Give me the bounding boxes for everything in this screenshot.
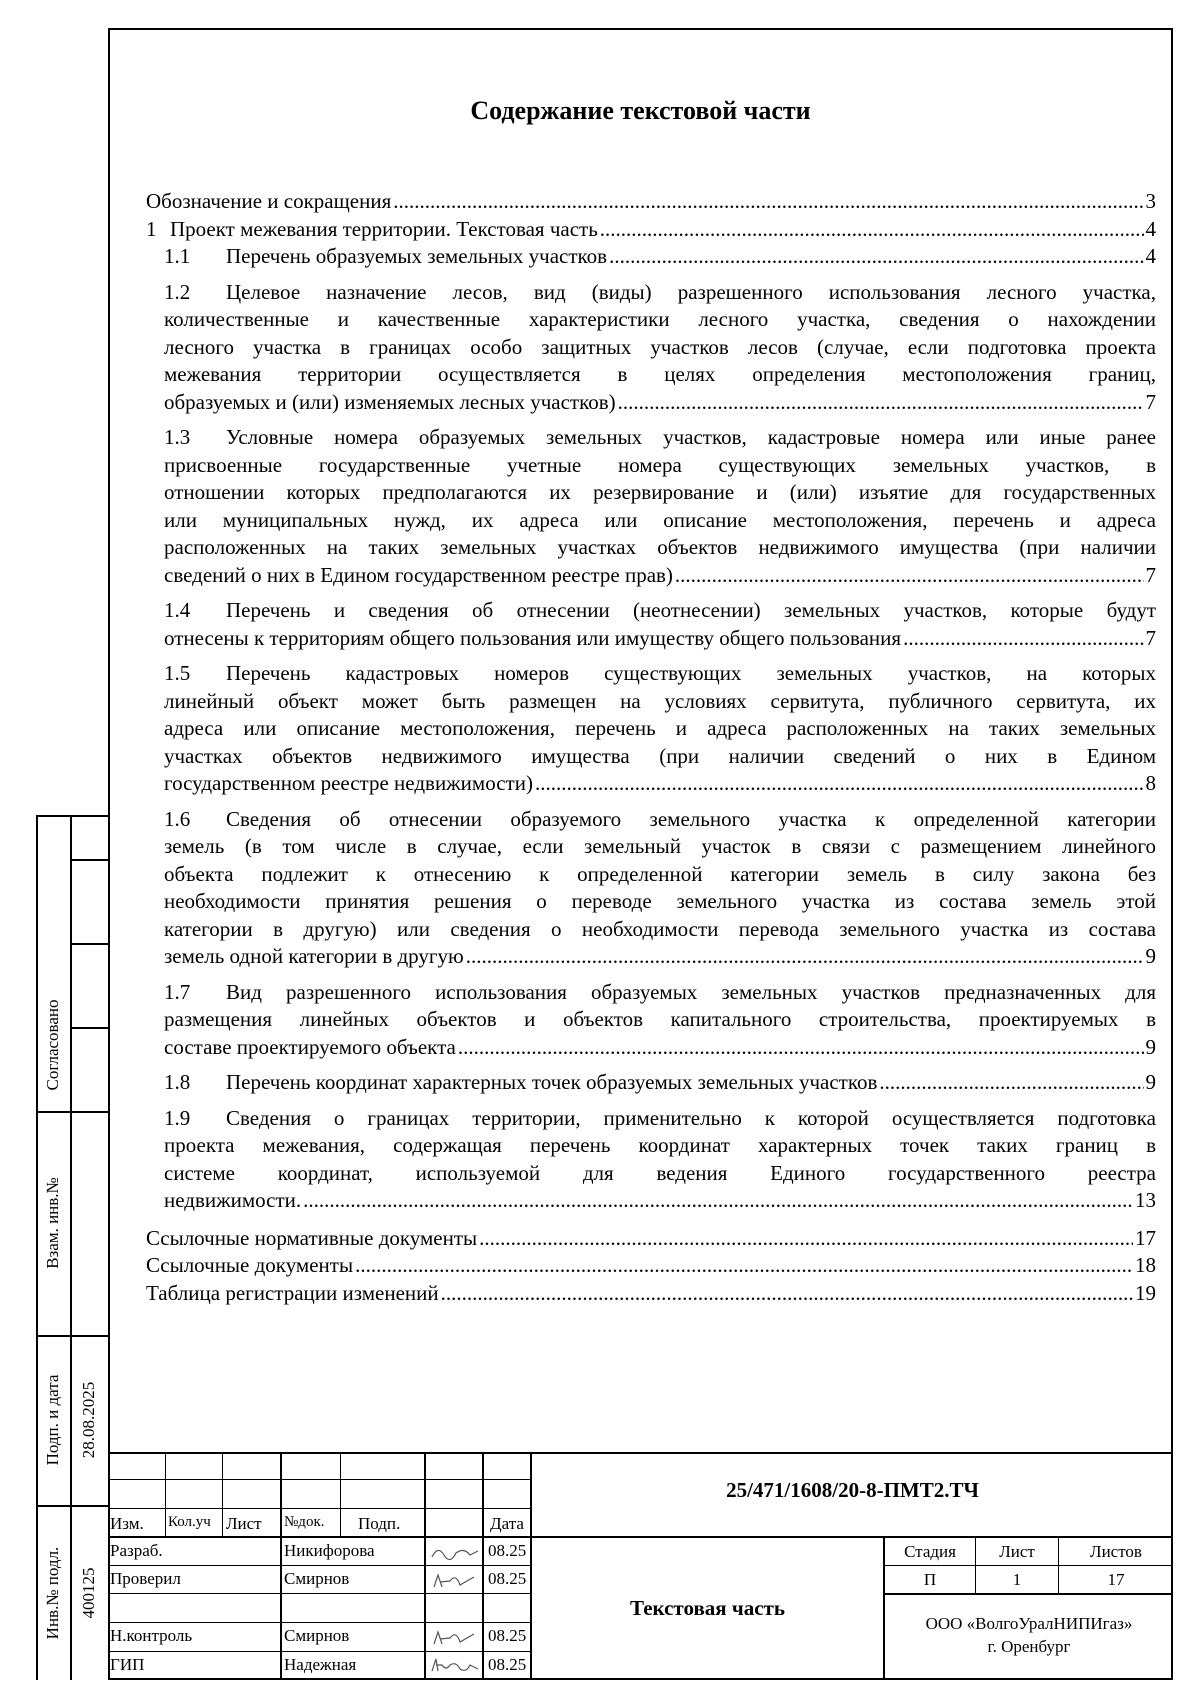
toc-number: 1.4 — [164, 598, 191, 622]
side-col-line — [36, 815, 38, 1680]
toc-title-line: 1.4 Перечень и сведения об отнесении (неотнесении) земельных участков, которые будут — [164, 597, 1156, 625]
toc-leader — [903, 625, 1143, 653]
side-stamp — [36, 815, 108, 1680]
toc-leader — [466, 943, 1144, 971]
toc-title-line: межевания территории осуществляется в целях определения местоположения границ, — [164, 362, 1156, 386]
signer-role: Разраб. — [110, 1541, 163, 1560]
toc-title: Перечень координат характерных точек образуемых земельных участков — [226, 1070, 878, 1094]
sign-date-label: Подп. и дата — [43, 1374, 62, 1466]
toc-leader — [303, 1187, 1133, 1215]
toc-entry[interactable] — [164, 1069, 1156, 1097]
toc-number: 1.6 — [164, 806, 191, 831]
toc-entry[interactable] — [164, 243, 1156, 271]
toc-title-line: адреса или описание местоположения, перечень и адреса расположенных на таких земельных — [164, 716, 1156, 740]
signer-date: 08.25 — [488, 1541, 527, 1560]
toc-entry[interactable] — [164, 979, 1156, 1062]
toc-title-line: необходимости принятия решения о переводе земельного участка из состава земель этой — [164, 889, 1156, 913]
sheets-value: 17 — [1107, 1570, 1125, 1589]
toc-entry[interactable] — [164, 806, 1156, 971]
toc-number: 1.8 — [164, 1070, 191, 1094]
toc-number: 1.9 — [164, 1105, 191, 1130]
toc-title-line: отношении которых предполагаются их резервирование и (или) изъятие для государственных — [164, 480, 1156, 504]
side-row-line — [70, 1027, 108, 1029]
signer-name: Смирнов — [284, 1569, 350, 1588]
toc-title: отнесены к территориям общего пользования или имуществу общего пользования — [164, 625, 902, 650]
toc-title-line: 1.7 Вид разрешенного использования образуемых земельных участков предназначенных для — [164, 979, 1156, 1007]
sheets-label: Листов — [1090, 1542, 1142, 1561]
toc-title: Обозначение и сокращения — [146, 189, 392, 213]
sheet-value: 1 — [1012, 1570, 1022, 1589]
toc-page: 7 — [1145, 625, 1156, 650]
toc-leader — [393, 188, 1143, 216]
toc-leader — [609, 243, 1143, 271]
stage-value: П — [923, 1570, 937, 1589]
toc-entry[interactable] — [146, 188, 1156, 216]
col-ndok-header: №док. — [284, 1514, 325, 1530]
toc-leader — [600, 216, 1144, 244]
toc-title-line: количественные и качественные характеристики лесного участка, сведения о нахождении — [164, 307, 1156, 331]
toc-page: 3 — [1145, 189, 1156, 213]
inv-orig-value: 400125 — [79, 1567, 98, 1619]
organization-name: ООО «ВолгоУралНИПИгаз» — [925, 1614, 1133, 1633]
table-of-contents — [146, 188, 1156, 1307]
signer-date: 08.25 — [488, 1655, 527, 1674]
signer-role: ГИП — [110, 1655, 145, 1674]
toc-title-line: системе координат, используемой для ведения Единого государственного реестра — [164, 1160, 1156, 1185]
toc-title-line: земель (в том числе в случае, если земельный участок в связи с размещением линейного — [164, 834, 1156, 858]
toc-number: 1.2 — [164, 279, 191, 304]
replaced-inv-label: Взам. инв.№ — [43, 1177, 62, 1269]
toc-title-line: 1.5 Перечень кадастровых номеров существующих земельных участков, на которых — [164, 660, 1156, 688]
toc-page: 19 — [1135, 1280, 1156, 1305]
toc-page: 4 — [1145, 216, 1156, 241]
side-row-line — [36, 1505, 108, 1507]
document-code: 25/471/1608/20-8-ПМТ2.ТЧ — [726, 1478, 979, 1502]
toc-title-line: 1.3 Условные номера образуемых земельных участков, кадастровые номера или иные ранее — [164, 424, 1156, 452]
col-data-header: Дата — [490, 1514, 524, 1533]
signature-image — [430, 1626, 480, 1648]
page-title: Содержание текстовой части — [470, 96, 811, 125]
toc-page: 17 — [1135, 1225, 1156, 1250]
toc-leader — [479, 1225, 1133, 1253]
toc-title-line: лесного участка в границах особо защитных участков лесов (случае, если подготовка проекта — [164, 334, 1156, 359]
signature-image — [430, 1655, 480, 1677]
toc-page: 4 — [1145, 244, 1156, 268]
toc-title: государственном реестре недвижимости) — [164, 771, 533, 795]
toc-entry[interactable] — [146, 1225, 1156, 1253]
toc-title-line: или муниципальных нужд, их адреса или описание местоположения, перечень и адреса — [164, 507, 1156, 532]
toc-page: 18 — [1135, 1253, 1156, 1277]
col-list-header: Лист — [226, 1514, 262, 1533]
toc-number: 1.1 — [164, 244, 191, 268]
toc-leader — [535, 770, 1144, 798]
toc-title: Перечень образуемых земельных участков — [226, 244, 608, 268]
signer-name: Смирнов — [284, 1626, 350, 1645]
toc-title-line: проекта межевания, содержащая перечень координат характерных точек таких границ в — [164, 1133, 1156, 1157]
organization-city: г. Оренбург — [987, 1637, 1071, 1656]
toc-entry[interactable] — [146, 1280, 1156, 1308]
stage-label: Стадия — [904, 1542, 956, 1561]
side-row-line — [70, 943, 108, 945]
signer-date: 08.25 — [488, 1626, 527, 1645]
toc-page: 7 — [1145, 389, 1156, 414]
col-izm-header: Изм. — [110, 1514, 144, 1533]
toc-title-line: размещения линейных объектов и объектов капитального строительства, проектируемых в — [164, 1007, 1156, 1031]
toc-leader — [458, 1034, 1144, 1062]
toc-title: составе проектируемого объекта — [164, 1034, 456, 1059]
toc-number: 1.5 — [164, 661, 191, 685]
side-row-line — [70, 859, 108, 861]
toc-title: недвижимости. — [164, 1188, 302, 1212]
sign-date-value: 28.08.2025 — [79, 1381, 98, 1459]
toc-entry[interactable] — [164, 279, 1156, 417]
toc-leader — [675, 562, 1144, 590]
toc-page: 7 — [1145, 562, 1156, 587]
toc-page: 8 — [1145, 771, 1156, 795]
toc-title-line: участках объектов недвижимого имущества (при наличии сведений о них в Едином — [164, 743, 1156, 768]
document-name: Текстовая часть — [630, 1596, 785, 1620]
col-kol-header: Кол.уч — [168, 1514, 211, 1530]
signature-image — [430, 1541, 480, 1563]
toc-title: Проект межевания территории. Текстовая часть — [170, 216, 598, 241]
side-row-line — [36, 1111, 108, 1113]
toc-title-line: 1.9 Сведения о границах территории, применительно к которой осуществляется подготовка — [164, 1105, 1156, 1133]
toc-entry[interactable] — [164, 424, 1156, 589]
toc-entry[interactable] — [146, 1252, 1156, 1280]
side-row-line — [36, 1335, 108, 1337]
signer-name: Надежная — [284, 1655, 357, 1674]
toc-leader — [618, 389, 1144, 417]
signature-image — [430, 1569, 480, 1591]
col-podp-header: Подп. — [358, 1514, 401, 1533]
toc-title: образуемых и (или) изменяемых лесных участков) — [164, 389, 616, 414]
toc-title: Ссылочные документы — [146, 1253, 354, 1277]
toc-title-line: расположенных на таких земельных участках объектов недвижимого имущества (при наличии — [164, 535, 1156, 559]
toc-title-line: 1.6 Сведения об отнесении образуемого земельного участка к определенной категории — [164, 806, 1156, 834]
toc-number: 1.7 — [164, 979, 191, 1004]
agreed-label: Согласовано — [43, 999, 62, 1091]
toc-title-line: объекта подлежит к отнесению к определенной категории земель в силу закона без — [164, 861, 1156, 886]
toc-entry[interactable] — [146, 216, 1156, 244]
toc-leader — [879, 1069, 1143, 1097]
toc-entry[interactable] — [164, 660, 1156, 798]
toc-leader — [441, 1280, 1133, 1308]
toc-page: 9 — [1145, 1070, 1156, 1094]
toc-page: 13 — [1135, 1188, 1156, 1212]
title-block — [108, 1452, 1173, 1680]
signer-role: Проверил — [110, 1569, 181, 1588]
toc-title: Таблица регистрации изменений — [146, 1280, 439, 1305]
toc-leader — [355, 1252, 1133, 1280]
toc-title-line: категории в другую) или сведения о необходимости перевода земельного участка из состава — [164, 916, 1156, 941]
inv-orig-label: Инв.№ подл. — [43, 1546, 62, 1640]
toc-page: 9 — [1145, 944, 1156, 968]
toc-page: 9 — [1145, 1034, 1156, 1059]
toc-entry[interactable] — [164, 1105, 1156, 1215]
toc-number: 1 — [146, 216, 157, 241]
sheet-label: Лист — [999, 1542, 1035, 1561]
signer-role: Н.контроль — [110, 1626, 193, 1645]
toc-title: земель одной категории в другую — [164, 944, 464, 968]
toc-number: 1.3 — [164, 425, 191, 449]
toc-title: сведений о них в Едином государственном реестре прав) — [164, 562, 673, 587]
toc-title-line: линейный объект может быть размещен на условиях сервитута, публичного сервитута, их — [164, 688, 1156, 713]
toc-title: Ссылочные нормативные документы — [146, 1225, 478, 1250]
signer-name: Никифорова — [284, 1541, 375, 1560]
toc-title-line: 1.2 Целевое назначение лесов, вид (виды) разрешенного использования лесного участка, — [164, 279, 1156, 307]
toc-entry[interactable] — [164, 597, 1156, 652]
signer-date: 08.25 — [488, 1569, 527, 1588]
toc-title-line: присвоенные государственные учетные номера существующих земельных участков, в — [164, 452, 1156, 477]
side-row-line — [36, 815, 108, 817]
